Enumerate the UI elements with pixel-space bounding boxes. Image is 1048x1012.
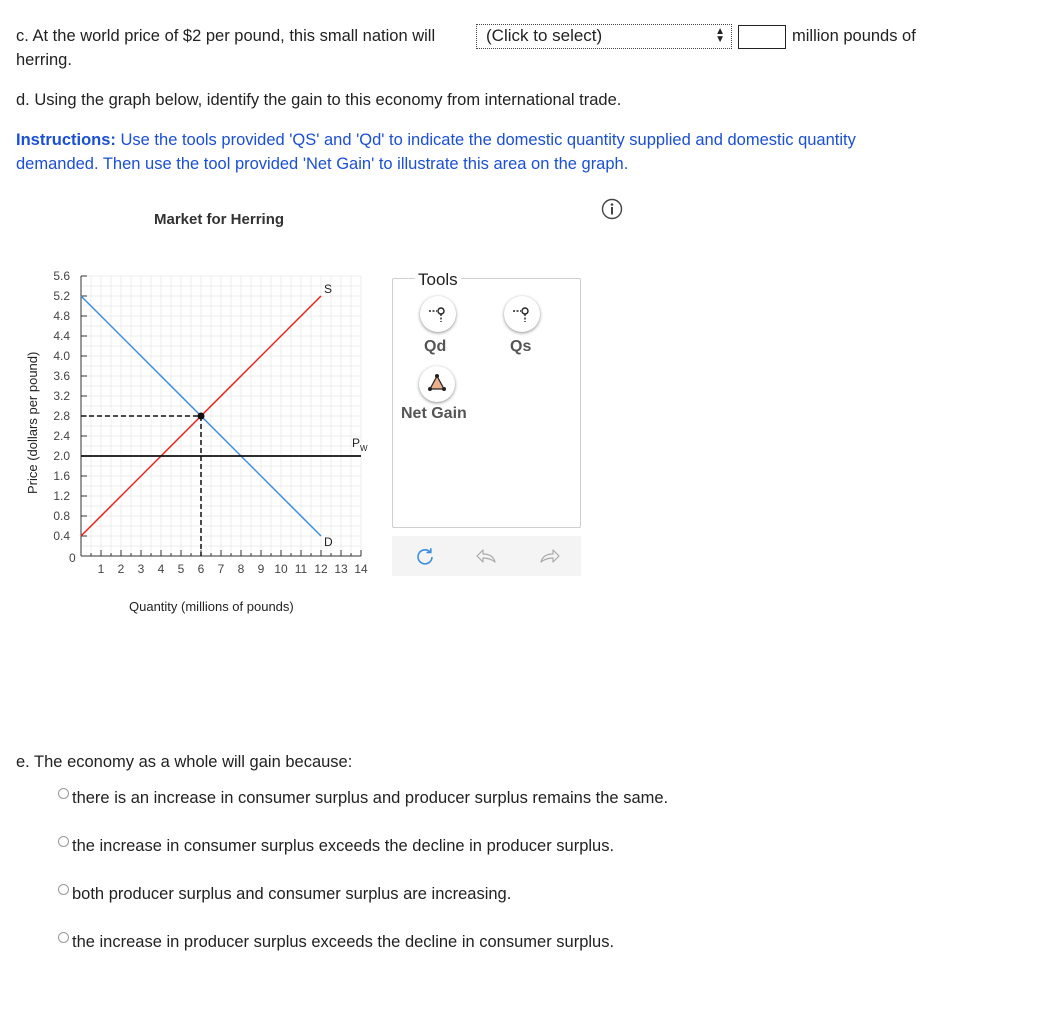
x-tick-label: 6	[197, 562, 205, 576]
world-price-label-sub: W	[360, 444, 368, 453]
gain-lose-select[interactable]	[476, 24, 732, 49]
x-tick-label: 5	[177, 562, 185, 576]
qs-tool-icon	[504, 296, 540, 332]
herring-market-chart[interactable]	[0, 260, 390, 620]
y-tick-label: 2.0	[53, 449, 70, 463]
x-tick-label: 2	[117, 562, 125, 576]
y-tick-label: 5.6	[53, 269, 70, 283]
option-3[interactable]	[58, 884, 511, 904]
quantity-input[interactable]	[738, 25, 786, 49]
origin-label: 0	[69, 551, 76, 565]
instructions-line-1	[16, 128, 856, 152]
instructions-text-1: Use the tools provided 'QS' and 'Qd' to indicate the domestic quantity supplied and domestic quantity	[115, 131, 856, 149]
option-3-radio[interactable]	[58, 884, 69, 895]
option-2-label: the increase in consumer surplus exceeds the decline in producer surplus.	[72, 837, 615, 855]
qd-tool-button[interactable]	[420, 296, 456, 332]
option-4-radio[interactable]	[58, 932, 69, 943]
net-gain-tool-button[interactable]	[419, 366, 455, 402]
option-2-radio[interactable]	[58, 836, 69, 847]
y-tick-label: 1.2	[53, 489, 70, 503]
x-axis-label: Quantity (millions of pounds)	[129, 599, 294, 614]
reset-icon[interactable]	[414, 545, 436, 567]
y-tick-label: 2.8	[53, 409, 70, 423]
option-2[interactable]	[58, 836, 614, 856]
undo-icon[interactable]	[475, 545, 499, 567]
x-tick-label: 9	[257, 562, 265, 576]
option-1-label: there is an increase in consumer surplus and producer surplus remains the same.	[72, 789, 669, 807]
equilibrium-point	[198, 413, 205, 420]
y-tick-label: 4.0	[53, 349, 70, 363]
tools-title: Tools	[415, 270, 461, 290]
qs-tool-button[interactable]	[504, 296, 540, 332]
redo-icon[interactable]	[537, 545, 561, 567]
supply-label: S	[324, 282, 333, 296]
y-tick-label: 0.4	[53, 529, 70, 543]
x-tick-label: 8	[237, 562, 245, 576]
x-tick-label: 11	[294, 562, 308, 576]
select-arrows-icon: ▲ ▼	[715, 26, 725, 45]
x-tick-label: 7	[217, 562, 225, 576]
demand-label: D	[324, 535, 333, 549]
qd-tool-icon	[420, 296, 456, 332]
part-c-text-wrap: herring.	[16, 51, 72, 69]
net-gain-tool-label: Net Gain	[401, 405, 467, 422]
y-tick-label: 3.2	[53, 389, 70, 403]
x-tick-label: 12	[314, 562, 328, 576]
instructions-label: Instructions:	[16, 131, 116, 149]
option-3-label: both producer surplus and consumer surplus are increasing.	[72, 885, 512, 903]
triangle-area-icon	[419, 366, 455, 402]
x-tick-label: 4	[157, 562, 165, 576]
y-tick-label: 2.4	[53, 429, 70, 443]
y-tick-label: 4.8	[53, 309, 70, 323]
y-tick-label: 4.4	[53, 329, 70, 343]
y-tick-label: 3.6	[53, 369, 70, 383]
option-1[interactable]	[58, 788, 668, 808]
instructions-line-2: demanded. Then use the tool provided 'Net Gain' to illustrate this area on the graph.	[16, 155, 629, 173]
y-tick-label: 1.6	[53, 469, 70, 483]
y-tick-label: 0.8	[53, 509, 70, 523]
info-icon[interactable]	[601, 198, 623, 220]
x-tick-label: 13	[334, 562, 348, 576]
graph-action-bar	[392, 536, 581, 576]
x-tick-label: 3	[137, 562, 145, 576]
option-1-radio[interactable]	[58, 788, 69, 799]
part-c-question: c. At the world price of $2 per pound, this small nation will	[16, 27, 436, 45]
y-axis-label: Price (dollars per pound)	[25, 351, 40, 494]
part-c-text-after: million pounds of	[792, 27, 916, 45]
world-price-label	[352, 436, 368, 453]
x-tick-label: 1	[97, 562, 105, 576]
x-tick-label: 14	[354, 562, 368, 576]
part-e-question: e. The economy as a whole will gain because:	[16, 753, 353, 771]
option-4-label: the increase in producer surplus exceeds the decline in consumer surplus.	[72, 933, 615, 951]
part-d-question: d. Using the graph below, identify the gain to this economy from international trade.	[16, 91, 622, 109]
option-4[interactable]	[58, 932, 614, 952]
select-value: (Click to select)	[486, 26, 603, 45]
qd-tool-label: Qd	[424, 338, 447, 355]
world-price-label-main: P	[352, 436, 361, 450]
x-tick-label: 10	[274, 562, 288, 576]
graph-title: Market for Herring	[154, 211, 285, 228]
qs-tool-label: Qs	[510, 338, 532, 355]
y-tick-label: 5.2	[53, 289, 70, 303]
